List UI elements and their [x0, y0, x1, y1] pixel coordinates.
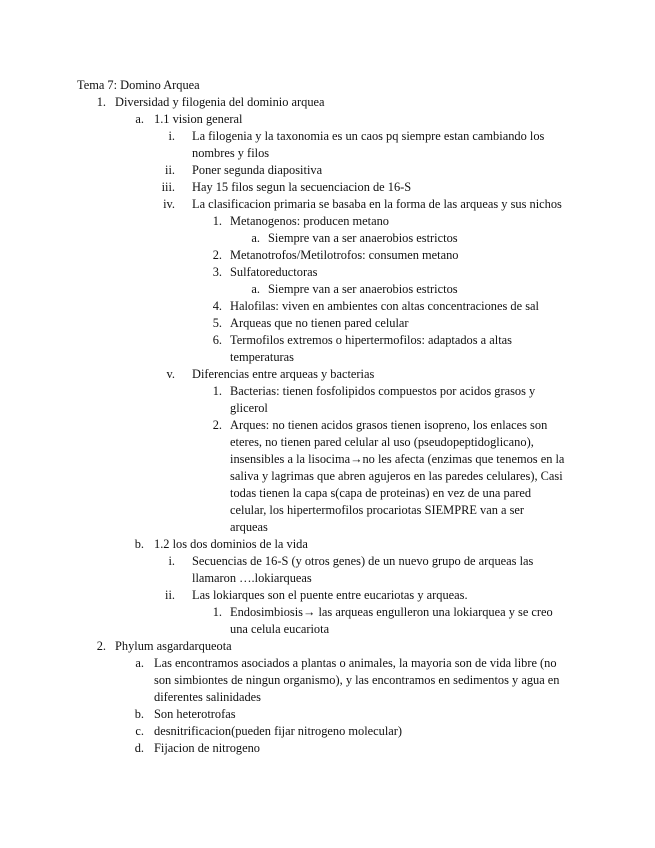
list-item-line: insensibles a la lisocima→no les afecta (enzimas que tenemos en la [230, 452, 565, 466]
list-item-line: glicerol [230, 401, 268, 415]
list-item-line: llamaron ….lokiarqueas [192, 571, 312, 585]
section-1-marker: 1. [96, 95, 106, 109]
item-marker: iii. [161, 180, 175, 194]
section-2-heading: Phylum asgardarqueota [115, 639, 232, 653]
document-title: Tema 7: Domino Arquea [77, 78, 200, 92]
list-item-line: Siempre van a ser anaerobios estrictos [268, 282, 458, 296]
item-marker: a. [135, 656, 144, 670]
item-marker: c. [135, 724, 144, 738]
list-item-line: Bacterias: tienen fosfolipidos compuestos por acidos grasos y [230, 384, 536, 398]
item-marker: 1. [212, 605, 222, 619]
subsection-1b-heading: 1.2 los dos dominios de la vida [154, 537, 308, 551]
item-marker: i. [168, 129, 175, 143]
list-item-line: Halofilas: viven en ambientes con altas concentraciones de sal [230, 299, 539, 313]
item-marker: v. [166, 367, 175, 381]
list-item-line: temperaturas [230, 350, 294, 364]
list-item-line: Poner segunda diapositiva [192, 163, 323, 177]
list-item-line: Endosimbiosis→ las arqueas engulleron una lokiarquea y se creo [230, 605, 553, 619]
item-marker: 3. [212, 265, 222, 279]
list-item-line: arqueas [230, 520, 268, 534]
list-item-line: Las lokiarques son el puente entre eucariotas y arqueas. [192, 588, 468, 602]
item-marker: 2. [212, 418, 222, 432]
list-item-line: eteres, no tienen pared celular al uso (pseudopeptidoglicano), [230, 435, 534, 449]
list-item-line: celular, los hipertermofilos procariotas SIEMPRE van a ser [230, 503, 525, 517]
item-marker: b. [134, 707, 144, 721]
list-item-line: Las encontramos asociados a plantas o animales, la mayoria son de vida libre (no [154, 656, 557, 670]
list-item-line: Termofilos extremos o hipertermofilos: adaptados a altas [230, 333, 512, 347]
item-marker: d. [134, 741, 144, 755]
list-item-line: Fijacion de nitrogeno [154, 741, 260, 755]
section-1-heading: Diversidad y filogenia del dominio arquea [115, 95, 325, 109]
list-item-line: Diferencias entre arqueas y bacterias [192, 367, 375, 381]
list-item-line: son simbiontes de ningun organismo), y las encontramos en sedimentos y agua en [154, 673, 560, 687]
subsection-1b-marker: b. [134, 537, 144, 551]
list-item-line: Metanogenos: producen metano [230, 214, 389, 228]
subsection-1a-marker: a. [135, 112, 144, 126]
item-marker: 4. [212, 299, 222, 313]
section-2-marker: 2. [96, 639, 106, 653]
list-item-line: Hay 15 filos segun la secuenciacion de 16-S [192, 180, 412, 194]
item-marker: 2. [212, 248, 222, 262]
list-item-line: La filogenia y la taxonomia es un caos pq siempre estan cambiando los [192, 129, 545, 143]
list-item-line: Metanotrofos/Metilotrofos: consumen metano [230, 248, 459, 262]
list-item-line: Sulfatoreductoras [230, 265, 318, 279]
item-marker: 5. [212, 316, 222, 330]
list-item-line: diferentes salinidades [154, 690, 262, 704]
list-item-line: nombres y filos [192, 146, 270, 160]
list-item-line: Arqueas que no tienen pared celular [230, 316, 409, 330]
item-marker: ii. [165, 163, 175, 177]
list-item-line: Siempre van a ser anaerobios estrictos [268, 231, 458, 245]
item-marker: 6. [212, 333, 222, 347]
list-item-line: todas tienen la capa s(capa de proteinas) en vez de una pared [230, 486, 532, 500]
list-item-line: Arques: no tienen acidos grasos tienen isopreno, los enlaces son [230, 418, 548, 432]
item-marker: a. [251, 282, 260, 296]
list-item-line: desnitrificacion(pueden fijar nitrogeno molecular) [154, 724, 403, 738]
item-marker: 1. [212, 384, 222, 398]
list-item-line: una celula eucariota [230, 622, 330, 636]
list-item-line: Son heterotrofas [154, 707, 236, 721]
item-marker: a. [251, 231, 260, 245]
item-marker: iv. [163, 197, 175, 211]
item-marker: ii. [165, 588, 175, 602]
item-marker: i. [168, 554, 175, 568]
subsection-1a-heading: 1.1 vision general [154, 112, 243, 126]
list-item-line: saliva y lagrimas que abren agujeros en las paredes celulares), Casi [230, 469, 563, 483]
list-item-line: La clasificacion primaria se basaba en la forma de las arqueas y sus nichos [192, 197, 562, 211]
item-marker: 1. [212, 214, 222, 228]
list-item-line: Secuencias de 16-S (y otros genes) de un nuevo grupo de arqueas las [192, 554, 534, 568]
